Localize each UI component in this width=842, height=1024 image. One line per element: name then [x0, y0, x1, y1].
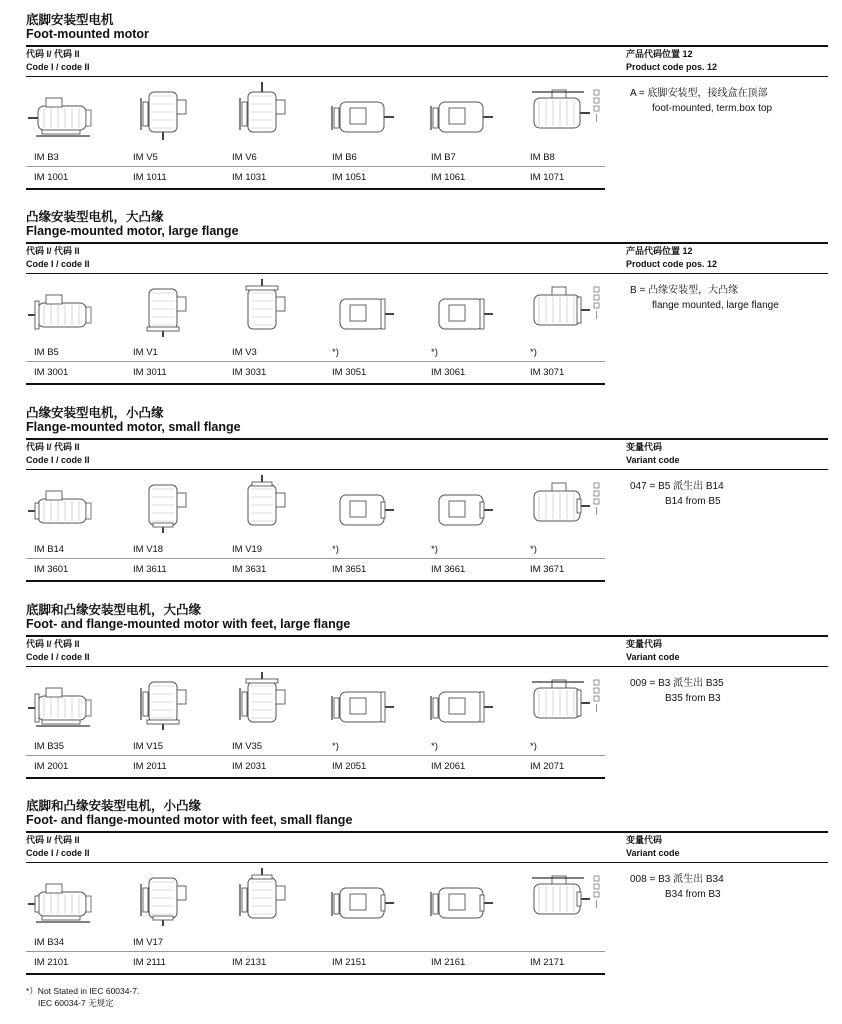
small-flange-motor-vertical-down-icon	[125, 473, 201, 535]
code-ii-cell: IM 2161	[431, 957, 466, 968]
foot-small-flange-motor-side-icon	[423, 866, 499, 928]
flange-motor-vertical-down-icon	[125, 277, 201, 339]
code-i-cell: IM B6	[332, 152, 357, 163]
code-i-cell: IM V18	[133, 544, 164, 555]
code-i-cell: IM B5	[34, 347, 59, 358]
code-ii-cell: IM 3601	[34, 564, 69, 575]
foot-flange-motor-vertical-up-icon	[224, 670, 300, 732]
code-row-rule	[26, 558, 605, 559]
foot-flange-motor-side-icon	[423, 670, 499, 732]
code-header	[26, 245, 90, 271]
vertical-drawing-code-mark	[593, 874, 601, 910]
note-line-1: A = 底脚安装型，接线盒在顶部	[630, 88, 768, 99]
code-i-cell: IM B14	[34, 544, 65, 555]
code-ii-cell: IM 1061	[431, 172, 466, 183]
code-i-cell: IM V1	[133, 347, 158, 358]
section-title-en: Flange-mounted motor, small flange	[26, 420, 241, 434]
foot-motor-horizontal-icon	[26, 80, 102, 142]
vertical-drawing-code-mark	[593, 481, 601, 517]
motor-vertical-shaft-down-icon	[125, 80, 201, 142]
header-rule	[26, 76, 828, 77]
code-i-cell: IM V17	[133, 937, 164, 948]
right-header-zh: 变量代码	[626, 442, 663, 452]
code-ii-cell: IM 3061	[431, 367, 466, 378]
variant-note	[630, 872, 724, 902]
header-rule	[26, 469, 828, 470]
section-title-en: Foot- and flange-mounted motor with feet, large flange	[26, 617, 351, 631]
right-header-zh: 产品代码位置 12	[626, 246, 693, 256]
code-header-zh: 代码 I/ 代码 II	[26, 835, 80, 845]
section-bottom-rule	[26, 973, 605, 975]
section-title-zh: 底脚安装型电机	[26, 13, 114, 27]
small-flange-motor-vertical-up-icon	[224, 473, 300, 535]
right-header	[626, 638, 680, 664]
section-title-zh: 凸缘安装型电机，大凸缘	[26, 210, 164, 224]
code-ii-cell: IM 2051	[332, 761, 367, 772]
section-bottom-rule	[26, 188, 605, 190]
code-ii-cell: IM 3011	[133, 367, 167, 378]
code-header-zh: 代码 I/ 代码 II	[26, 246, 80, 256]
code-ii-cell: IM 3001	[34, 367, 69, 378]
right-header	[626, 245, 717, 271]
code-i-cell: IM V3	[232, 347, 257, 358]
code-ii-cell: IM 2101	[34, 957, 69, 968]
note-line-2: foot-mounted, term.box top	[652, 103, 773, 114]
note-line-1: 009 = B3 派生出 B35	[630, 678, 724, 689]
variant-note	[630, 86, 772, 116]
code-row-rule	[26, 755, 605, 756]
section-top-rule	[26, 242, 828, 244]
code-header	[26, 48, 90, 74]
code-ii-cell: IM 3661	[431, 564, 466, 575]
motor-vertical-shaft-up-icon	[224, 80, 300, 142]
code-header-en: Code I / code II	[26, 848, 90, 858]
code-i-cell: *)	[431, 347, 438, 358]
code-header-en: Code I / code II	[26, 62, 90, 72]
code-i-cell: IM V6	[232, 152, 257, 163]
code-i-cell: *)	[530, 544, 537, 555]
flange-motor-side-icon	[423, 277, 499, 339]
variant-note	[630, 283, 779, 313]
code-i-cell: *)	[332, 544, 339, 555]
code-i-cell: *)	[332, 741, 339, 752]
right-header	[626, 441, 680, 467]
code-i-cell: IM V15	[133, 741, 164, 752]
code-ii-cell: IM 3631	[232, 564, 267, 575]
code-ii-cell: IM 2031	[232, 761, 267, 772]
foot-small-flange-motor-side-icon	[324, 866, 400, 928]
section-title-zh: 底脚和凸缘安装型电机，小凸缘	[26, 799, 202, 813]
small-flange-motor-side-icon	[423, 473, 499, 535]
code-i-cell: *)	[530, 347, 537, 358]
code-i-cell: *)	[431, 741, 438, 752]
code-ii-cell: IM 1001	[34, 172, 69, 183]
foot-flange-motor-top-icon	[522, 670, 598, 732]
section-top-rule	[26, 635, 828, 637]
code-i-cell: IM B35	[34, 741, 65, 752]
flange-motor-vertical-up-icon	[224, 277, 300, 339]
code-ii-cell: IM 2131	[232, 957, 267, 968]
vertical-drawing-code-mark	[593, 285, 601, 321]
section-title-zh: 凸缘安装型电机，小凸缘	[26, 406, 164, 420]
code-i-cell: *)	[332, 347, 339, 358]
section-2	[26, 207, 828, 397]
code-i-cell: IM B34	[34, 937, 65, 948]
right-header-zh: 产品代码位置 12	[626, 49, 693, 59]
small-flange-motor-top-icon	[522, 473, 598, 535]
flange-motor-top-icon	[522, 277, 598, 339]
variant-note	[630, 479, 724, 509]
code-header-en: Code I / code II	[26, 652, 90, 662]
code-row-rule	[26, 951, 605, 952]
flange-motor-side-icon	[324, 277, 400, 339]
code-ii-cell: IM 3611	[133, 564, 167, 575]
footnote-line-zh: IEC 60034-7 无规定	[38, 998, 114, 1008]
code-i-cell: IM V5	[133, 152, 158, 163]
section-title-en: Flange-mounted motor, large flange	[26, 224, 239, 238]
code-i-cell: *)	[530, 741, 537, 752]
code-ii-cell: IM 1051	[332, 172, 367, 183]
section-top-rule	[26, 45, 828, 47]
code-header-zh: 代码 I/ 代码 II	[26, 442, 80, 452]
ceiling-mounted-motor-icon	[522, 80, 598, 142]
code-header	[26, 441, 90, 467]
small-flange-motor-horizontal-icon	[26, 473, 102, 535]
code-ii-cell: IM 3651	[332, 564, 367, 575]
note-line-1: 047 = B5 派生出 B14	[630, 481, 724, 492]
note-line-2: B34 from B3	[665, 889, 721, 900]
foot-small-flange-motor-horizontal-icon	[26, 866, 102, 928]
header-rule	[26, 666, 828, 667]
code-header	[26, 638, 90, 664]
note-line-2: B35 from B3	[665, 693, 721, 704]
code-ii-cell: IM 1071	[530, 172, 565, 183]
right-header-en: Product code pos. 12	[626, 259, 718, 269]
right-header-en: Variant code	[626, 652, 680, 662]
section-bottom-rule	[26, 383, 605, 385]
code-header-zh: 代码 I/ 代码 II	[26, 49, 80, 59]
right-header	[626, 834, 680, 860]
code-i-cell: IM V19	[232, 544, 263, 555]
code-header-en: Code I / code II	[26, 259, 90, 269]
code-ii-cell: IM 2001	[34, 761, 69, 772]
code-i-cell: IM B7	[431, 152, 456, 163]
code-header-en: Code I / code II	[26, 455, 90, 465]
section-bottom-rule	[26, 777, 605, 779]
code-ii-cell: IM 1011	[133, 172, 167, 183]
code-i-cell: IM V35	[232, 741, 263, 752]
right-header-en: Variant code	[626, 848, 680, 858]
code-header	[26, 834, 90, 860]
section-5	[26, 796, 828, 986]
variant-note	[630, 676, 724, 706]
code-ii-cell: IM 3051	[332, 367, 367, 378]
foot-small-flange-motor-vertical-up-icon	[224, 866, 300, 928]
code-i-cell: IM B8	[530, 152, 555, 163]
right-header-en: Variant code	[626, 455, 680, 465]
code-ii-cell: IM 2151	[332, 957, 367, 968]
code-header-zh: 代码 I/ 代码 II	[26, 639, 80, 649]
section-3	[26, 403, 828, 593]
section-1	[26, 10, 828, 200]
code-ii-cell: IM 2111	[133, 957, 166, 968]
right-header-zh: 变量代码	[626, 835, 663, 845]
code-ii-cell: IM 2061	[431, 761, 466, 772]
foot-flange-motor-side-icon	[324, 670, 400, 732]
foot-flange-motor-horizontal-icon	[26, 670, 102, 732]
footnote	[26, 985, 139, 1009]
right-header	[626, 48, 717, 74]
code-ii-cell: IM 3671	[530, 564, 565, 575]
code-ii-cell: IM 2011	[133, 761, 167, 772]
section-top-rule	[26, 831, 828, 833]
vertical-drawing-code-mark	[593, 678, 601, 714]
right-header-zh: 变量代码	[626, 639, 663, 649]
foot-flange-motor-vertical-down-icon	[125, 670, 201, 732]
section-bottom-rule	[26, 580, 605, 582]
foot-small-flange-motor-top-icon	[522, 866, 598, 928]
code-ii-cell: IM 3031	[232, 367, 267, 378]
vertical-drawing-code-mark	[593, 88, 601, 124]
note-line-1: 008 = B3 派生出 B34	[630, 874, 724, 885]
code-ii-cell: IM 2071	[530, 761, 565, 772]
code-ii-cell: IM 2171	[530, 957, 565, 968]
section-4	[26, 600, 828, 790]
wall-mounted-motor-icon	[423, 80, 499, 142]
code-i-cell: IM B3	[34, 152, 59, 163]
note-line-2: flange mounted, large flange	[652, 300, 779, 311]
footnote-line-en: *）Not Stated in IEC 60034-7.	[26, 986, 140, 996]
foot-small-flange-motor-vertical-down-icon	[125, 866, 201, 928]
code-row-rule	[26, 361, 605, 362]
code-i-cell: *)	[431, 544, 438, 555]
code-row-rule	[26, 166, 605, 167]
note-line-2: B14 from B5	[665, 496, 721, 507]
flange-motor-horizontal-icon	[26, 277, 102, 339]
code-ii-cell: IM 3071	[530, 367, 565, 378]
section-title-zh: 底脚和凸缘安装型电机，大凸缘	[26, 603, 202, 617]
right-header-en: Product code pos. 12	[626, 62, 718, 72]
small-flange-motor-side-icon	[324, 473, 400, 535]
section-title-en: Foot-mounted motor	[26, 27, 149, 41]
section-top-rule	[26, 438, 828, 440]
header-rule	[26, 862, 828, 863]
header-rule	[26, 273, 828, 274]
note-line-1: B = 凸缘安装型，大凸缘	[630, 285, 739, 296]
code-ii-cell: IM 1031	[232, 172, 267, 183]
section-title-en: Foot- and flange-mounted motor with feet, small flange	[26, 813, 353, 827]
wall-mounted-motor-icon	[324, 80, 400, 142]
